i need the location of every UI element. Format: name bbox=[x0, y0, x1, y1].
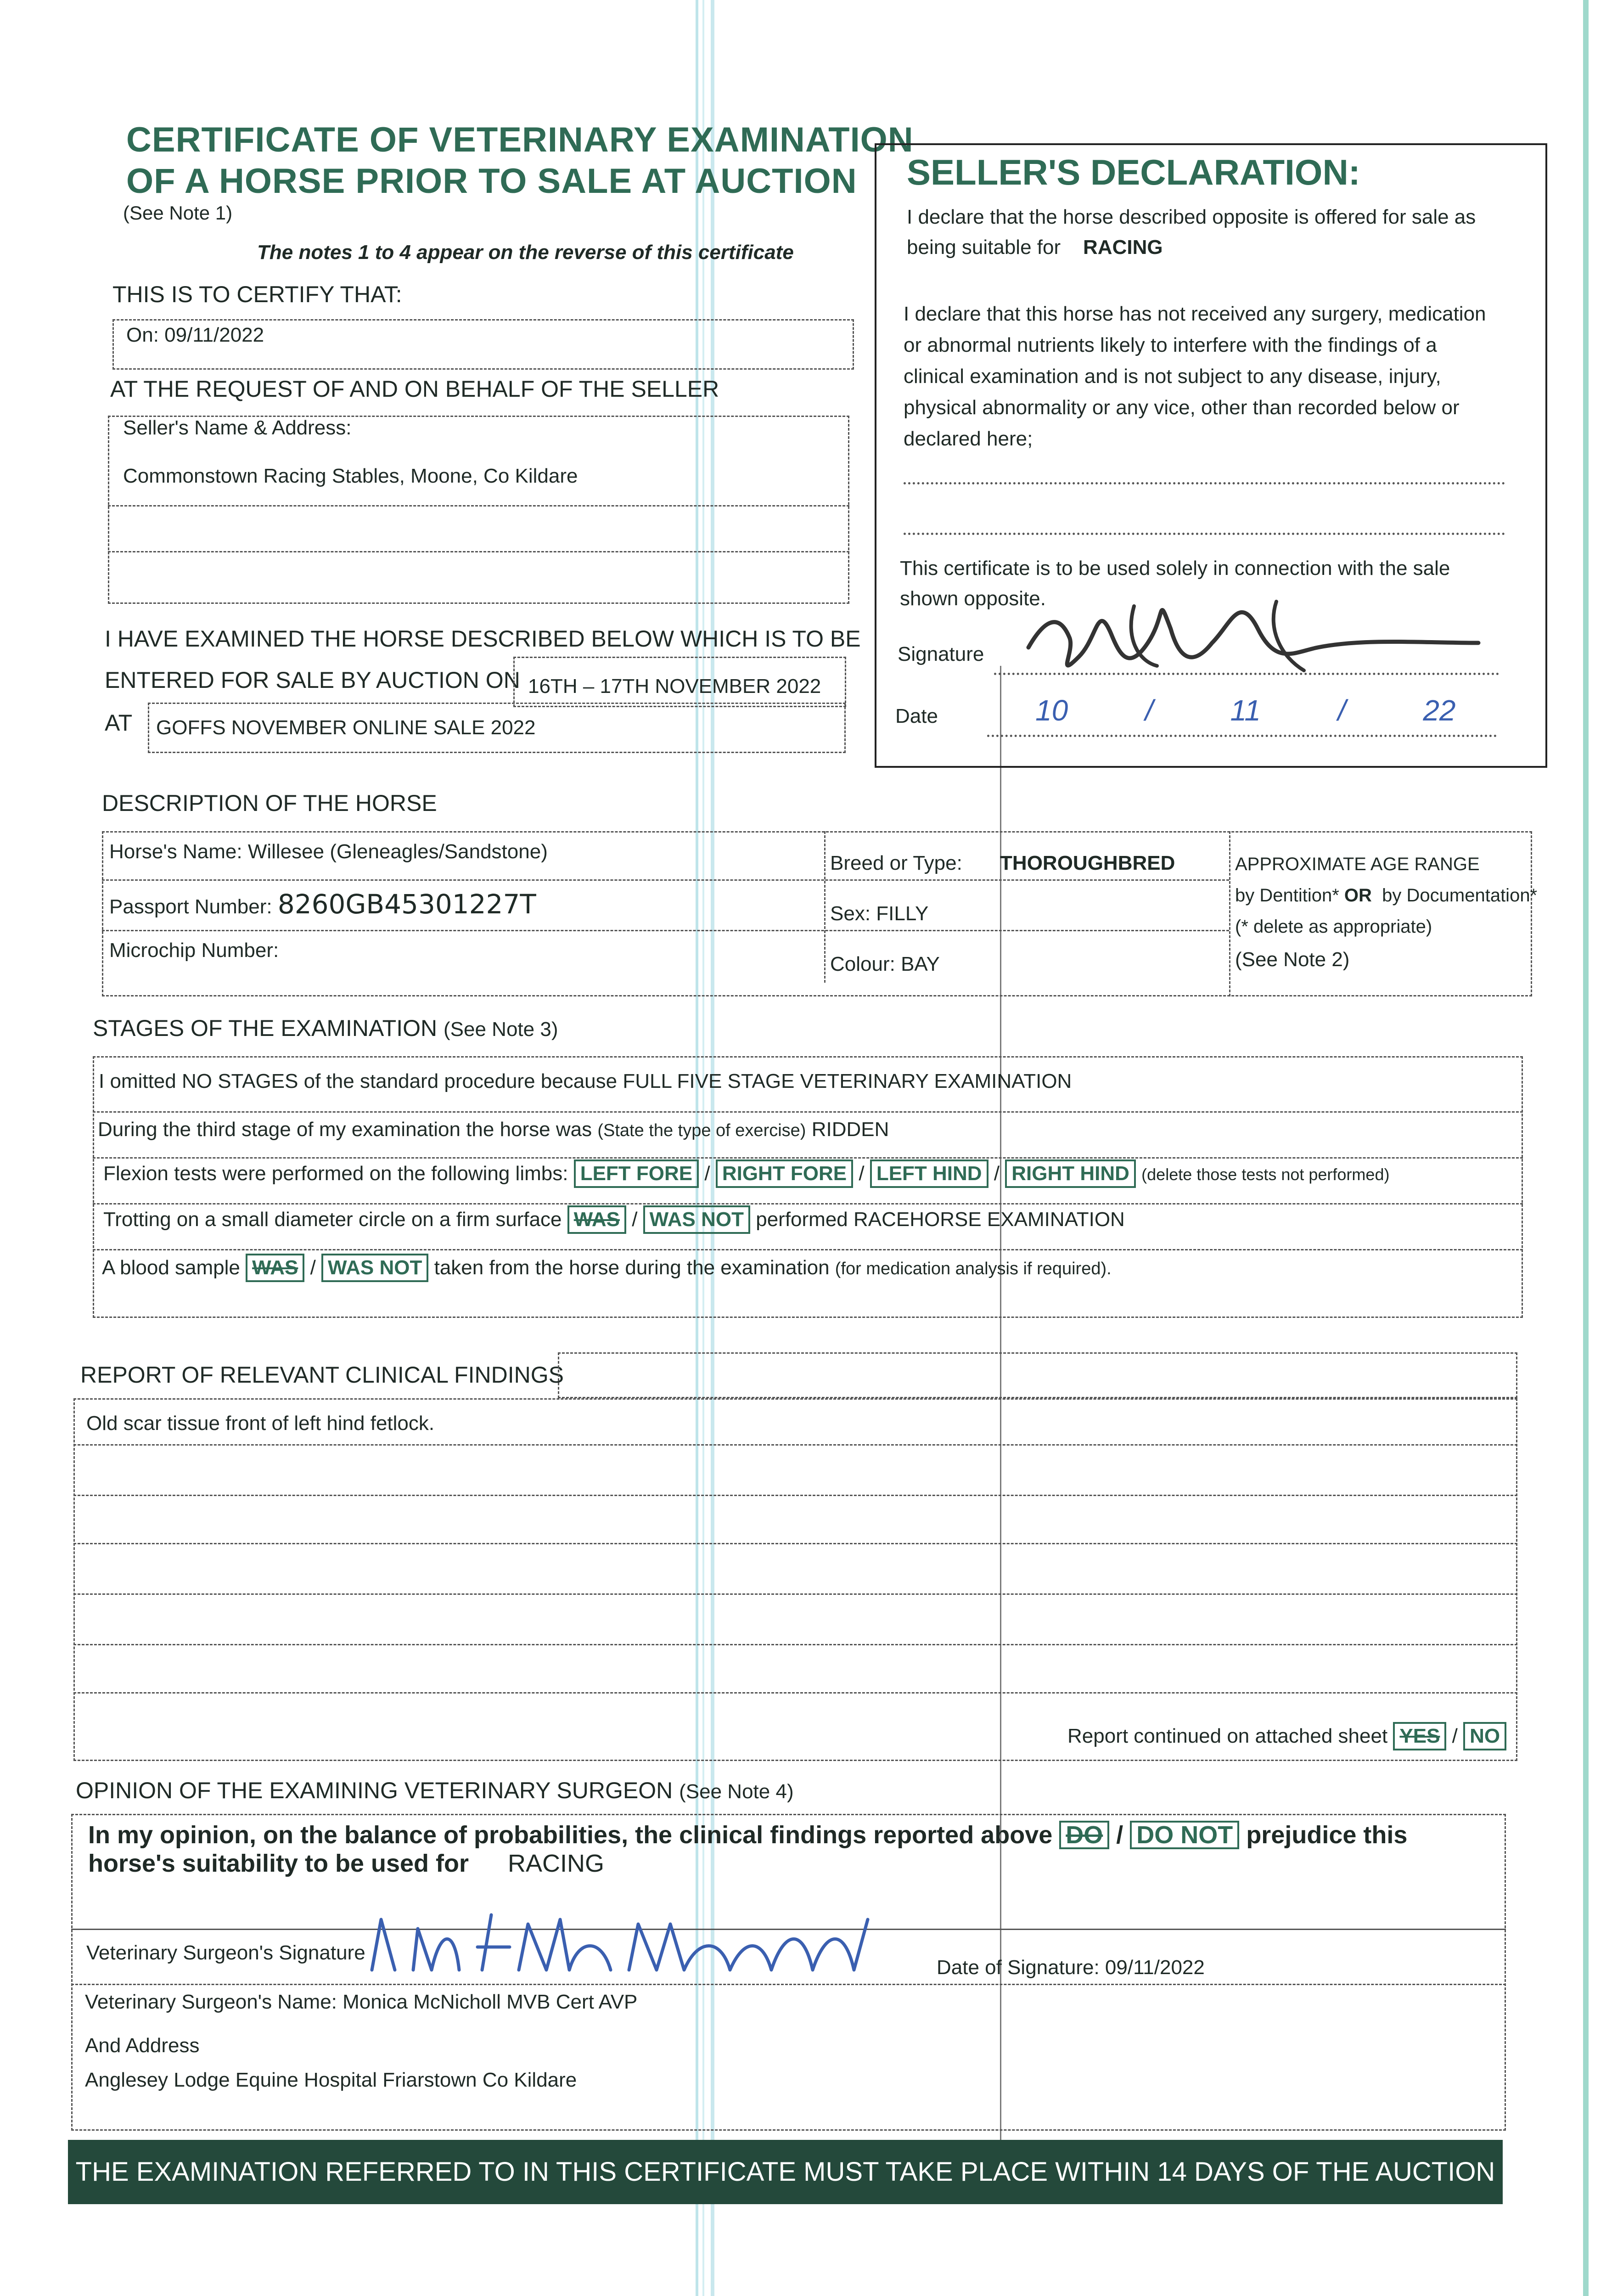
opinion-text-2: prejudice this bbox=[1246, 1821, 1408, 1849]
declaration-para-2-line: declared here; bbox=[904, 428, 1033, 450]
vet-address-label: And Address bbox=[85, 2034, 200, 2057]
seller-name-value: Commonstown Racing Stables, Moone, Co Kildare bbox=[123, 465, 578, 487]
auction-venue-value: GOFFS NOVEMBER ONLINE SALE 2022 bbox=[156, 716, 536, 739]
opinion-heading-note: (See Note 4) bbox=[679, 1780, 794, 1803]
vet-date-value: 09/11/2022 bbox=[1105, 1956, 1205, 1979]
vet-name-label: Veterinary Surgeon's Name: bbox=[85, 1991, 337, 2013]
blood-was-not: WAS NOT bbox=[321, 1254, 428, 1282]
vet-date-signature bbox=[937, 1956, 1205, 1979]
vet-name-value: Monica McNicholl MVB Cert AVP bbox=[343, 1991, 638, 2013]
flexion-note: (delete those tests not performed) bbox=[1141, 1165, 1390, 1184]
sex-value: FILLY bbox=[876, 902, 929, 925]
age-delete: (* delete as appropriate) bbox=[1235, 917, 1432, 937]
description-heading: DESCRIPTION OF THE HORSE bbox=[102, 790, 437, 816]
certify-on bbox=[126, 324, 264, 347]
limb-left-fore: LEFT FORE bbox=[574, 1159, 699, 1188]
seller-name-label: Seller's Name & Address: bbox=[123, 416, 352, 439]
horse-name-value: Willesee (Gleneagles/Sandstone) bbox=[247, 840, 548, 863]
opinion-statement bbox=[88, 1821, 1407, 1878]
flexion-label: Flexion tests were performed on the following limbs: bbox=[103, 1162, 568, 1185]
declaration-para-2 bbox=[904, 298, 1486, 455]
colour-value: BAY bbox=[901, 953, 940, 975]
horse-name-label: Horse's Name: bbox=[109, 840, 242, 863]
opinion-do-not: DO NOT bbox=[1130, 1821, 1239, 1849]
notes-line: The notes 1 to 4 appear on the reverse of this certificate bbox=[257, 241, 794, 264]
blood-end: taken from the horse during the examination bbox=[434, 1256, 830, 1279]
declaration-dotted-line bbox=[904, 533, 1505, 535]
opinion-statement-line-1: In my opinion, on the balance of probabilities, the clinical findings reported above DO / DO NOT prejudice this bbox=[88, 1821, 1408, 1849]
declaration-date-value: 10 / 11 / 22 bbox=[1035, 694, 1456, 727]
scan-line bbox=[1583, 0, 1589, 2296]
declaration-para-2-line: or abnormal nutrients likely to interfere with the findings of a bbox=[904, 334, 1437, 356]
age-range-title: APPROXIMATE AGE RANGE bbox=[1235, 854, 1480, 874]
limb-left-hind: LEFT HIND bbox=[870, 1159, 988, 1188]
stages-heading-text: STAGES OF THE EXAMINATION bbox=[93, 1015, 438, 1041]
blood-note: (for medication analysis if required). bbox=[835, 1259, 1112, 1278]
exercise-hint: (State the type of exercise) bbox=[597, 1121, 806, 1140]
opinion-do: DO bbox=[1059, 1821, 1109, 1849]
age-range bbox=[1235, 849, 1537, 975]
breed bbox=[830, 852, 1175, 875]
report-heading-field bbox=[558, 1352, 1517, 1398]
trotting-end: performed RACEHORSE EXAMINATION bbox=[756, 1208, 1125, 1231]
stages-divider bbox=[93, 1203, 1523, 1204]
colour-label: Colour: bbox=[830, 953, 895, 975]
declaration-date-line bbox=[987, 735, 1497, 737]
declaration-para-2-line: clinical examination and is not subject to any disease, injury, bbox=[904, 365, 1441, 388]
description-divider bbox=[102, 930, 1229, 931]
seller-address-divider bbox=[108, 505, 849, 506]
colour bbox=[830, 953, 940, 976]
exercise-label: During the third stage of my examination the horse was bbox=[98, 1118, 592, 1141]
stages-heading bbox=[93, 1015, 558, 1041]
opinion-suitable-for: RACING bbox=[508, 1850, 605, 1877]
examined-line-1: I HAVE EXAMINED THE HORSE DESCRIBED BELOW WHICH IS TO BE bbox=[105, 626, 861, 652]
declaration-para-2-line: I declare that this horse has not received any surgery, medication bbox=[904, 303, 1486, 325]
report-row-line bbox=[73, 1444, 1517, 1446]
horse-name bbox=[109, 840, 548, 863]
title-line-1: CERTIFICATE OF VETERINARY EXAMINATION bbox=[126, 120, 914, 159]
opinion-statement-line-2 bbox=[88, 1849, 1407, 1878]
report-continued-yes: YES bbox=[1393, 1722, 1446, 1750]
opinion-heading-text: OPINION OF THE EXAMINING VETERINARY SURGEON bbox=[76, 1778, 673, 1803]
stages-divider bbox=[93, 1249, 1523, 1250]
passport-label: Passport Number: bbox=[109, 895, 272, 918]
sex bbox=[830, 902, 928, 925]
report-heading: REPORT OF RELEVANT CLINICAL FINDINGS bbox=[80, 1362, 564, 1388]
vet-signature bbox=[363, 1901, 914, 1993]
stages-heading-note: (See Note 3) bbox=[444, 1018, 558, 1041]
description-divider bbox=[102, 879, 1229, 881]
passport-number bbox=[109, 889, 536, 920]
declaration-suitable-label: being suitable for bbox=[907, 236, 1061, 259]
trotting-was: WAS bbox=[567, 1205, 626, 1234]
blood-was: WAS bbox=[246, 1254, 304, 1282]
limb-right-fore: RIGHT FORE bbox=[716, 1159, 853, 1188]
seller-address-divider bbox=[108, 551, 849, 552]
declaration-para-3-line-1: This certificate is to be used solely in connection with the sale bbox=[900, 557, 1450, 580]
exercise-value: RIDDEN bbox=[811, 1118, 889, 1141]
stages-row-exercise bbox=[98, 1118, 889, 1141]
report-continued: Report continued on attached sheet YES / NO bbox=[1067, 1722, 1506, 1750]
age-by-dentition: by Dentition* bbox=[1235, 885, 1339, 906]
vet-name bbox=[85, 1991, 637, 2014]
declaration-suitable-value: RACING bbox=[1083, 236, 1163, 259]
stages-divider bbox=[93, 1111, 1523, 1113]
stages-row-flexion: Flexion tests were performed on the following limbs: LEFT FORE / RIGHT FORE / LEFT HIND / RIGHT HIND (delete those tests not performed) bbox=[103, 1159, 1389, 1188]
stages-row-omitted: I omitted NO STAGES of the standard procedure because FULL FIVE STAGE VETERINARY EXAMINATION bbox=[99, 1070, 1072, 1092]
age-note: (See Note 2) bbox=[1235, 948, 1350, 971]
description-divider bbox=[824, 831, 826, 983]
age-range-methods bbox=[1235, 880, 1537, 911]
footer-text: THE EXAMINATION REFERRED TO IN THIS CERTIFICATE MUST TAKE PLACE WITHIN 14 DAYS OF THE AUCTION bbox=[75, 2157, 1495, 2187]
report-row-line bbox=[73, 1692, 1517, 1694]
certify-on-value: 09/11/2022 bbox=[164, 324, 264, 346]
vet-date-label: Date of Signature: bbox=[937, 1956, 1100, 1979]
report-continued-label: Report continued on attached sheet bbox=[1067, 1725, 1388, 1747]
auction-at-label: AT bbox=[105, 710, 133, 736]
certify-heading: THIS IS TO CERTIFY THAT: bbox=[112, 281, 402, 307]
title-line-2: OF A HORSE PRIOR TO SALE AT AUCTION bbox=[126, 162, 857, 201]
sex-label: Sex: bbox=[830, 902, 871, 925]
opinion-heading bbox=[76, 1777, 794, 1804]
declaration-para-2-line: physical abnormality or any vice, other than recorded below or bbox=[904, 396, 1460, 419]
certify-on-label: On: bbox=[126, 324, 159, 346]
declaration-para-3-line-2: shown opposite. bbox=[900, 587, 1046, 610]
trotting-label: Trotting on a small diameter circle on a firm surface bbox=[103, 1208, 562, 1231]
declaration-para-1-line: I declare that the horse described opposite is offered for sale as bbox=[907, 206, 1476, 228]
breed-value: THOROUGHBRED bbox=[1000, 852, 1175, 874]
examined-line-2: ENTERED FOR SALE BY AUCTION ON bbox=[105, 667, 520, 693]
auction-date-value: 16TH – 17TH NOVEMBER 2022 bbox=[528, 675, 821, 698]
declaration-para-1-line-b bbox=[907, 232, 1476, 263]
vet-signature-label: Veterinary Surgeon's Signature bbox=[86, 1941, 365, 1964]
seller-signature bbox=[1019, 574, 1501, 712]
title-note: (See Note 1) bbox=[123, 202, 233, 224]
report-row-line bbox=[73, 1593, 1517, 1595]
vet-address-value: Anglesey Lodge Equine Hospital Friarstown Co Kildare bbox=[85, 2069, 577, 2091]
seller-address-box bbox=[108, 416, 849, 604]
report-row-line bbox=[73, 1495, 1517, 1496]
seller-declaration-heading: SELLER'S DECLARATION: bbox=[907, 152, 1360, 192]
declaration-signature-label: Signature bbox=[898, 643, 984, 665]
stages-divider bbox=[93, 1157, 1523, 1159]
seller-request-heading: AT THE REQUEST OF AND ON BEHALF OF THE SELLER bbox=[110, 376, 719, 402]
report-table bbox=[73, 1398, 1517, 1761]
age-or: OR bbox=[1344, 885, 1372, 906]
breed-label: Breed or Type: bbox=[830, 852, 962, 874]
passport-value: 8260GB45301227T bbox=[277, 889, 536, 920]
declaration-date-label: Date bbox=[895, 705, 938, 727]
blood-label: A blood sample bbox=[102, 1256, 240, 1279]
trotting-was-not: WAS NOT bbox=[643, 1205, 750, 1234]
stages-row-trotting: Trotting on a small diameter circle on a firm surface WAS / WAS NOT performed RACEHORSE EXAMINATION bbox=[103, 1205, 1125, 1234]
stages-row-blood: A blood sample WAS / WAS NOT taken from the horse during the examination (for medication analysis if required). bbox=[102, 1254, 1112, 1282]
report-row-line bbox=[73, 1644, 1517, 1645]
certificate-title bbox=[126, 119, 914, 202]
age-by-documentation: by Documentation* bbox=[1382, 885, 1538, 906]
opinion-text-3: horse's suitability to be used for bbox=[88, 1850, 469, 1877]
opinion-text-1: In my opinion, on the balance of probabilities, the clinical findings reported above bbox=[88, 1821, 1053, 1849]
report-row-line bbox=[73, 1543, 1517, 1544]
limb-right-hind: RIGHT HIND bbox=[1005, 1159, 1136, 1188]
declaration-para-1 bbox=[907, 202, 1476, 263]
description-divider bbox=[1229, 831, 1230, 996]
report-finding: Old scar tissue front of left hind fetlock. bbox=[86, 1412, 435, 1435]
microchip-label: Microchip Number: bbox=[109, 939, 279, 962]
declaration-dotted-line bbox=[904, 482, 1505, 484]
report-continued-no: NO bbox=[1463, 1722, 1506, 1750]
